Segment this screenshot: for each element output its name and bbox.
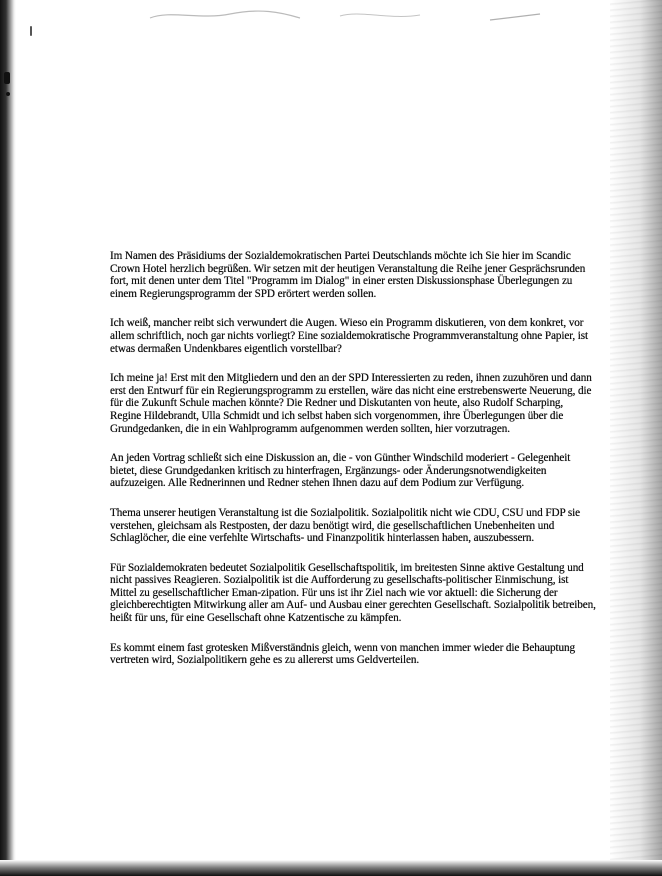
paragraph: Ich weiß, mancher reibt sich verwundert die Augen. Wieso ein Programm diskutieren, von dem konkret, vor allem schriftlich, noch gar nichts vorliegt? Eine sozialdemokratische Programmveranstaltung ohne Papier, ist etwas dermaßen Undenkbares eigentlich vorstellbar? (110, 317, 589, 355)
paragraph: Es kommt einem fast grotesken Mißverständnis gleich, wenn von manchen immer wieder die Behauptung vertreten wird, Sozialpolitikern gehe es zu allererst ums Geldverteilen. (110, 641, 576, 667)
speech-text (110, 250, 596, 684)
paragraph: An jeden Vortrag schließt sich eine Diskussion an, die - von Günther Windschild moderiert - Gelegenheit bietet, diese Grundgedanken kritisch zu hinterfragen, Ergänzungs- oder Änderungsnotwendigkeiten aufzuzeigen. Alle Rednerinnen und Redner stehen Ihnen dazu auf dem Podium zur Verfügung. (110, 452, 571, 490)
margin-mark (4, 72, 10, 84)
margin-mark (6, 92, 10, 96)
faded-handwriting-mark (90, 6, 570, 26)
paragraph: Ich meine ja! Erst mit den Mitgliedern und den an der SPD Interessierten zu reden, ihnen zuzuhören und dann erst den Entwurf für ein Regierungsprogramm zu erstellen, wäre das nicht eine erstrebenswerte Neuerung, die für die Zukunft Schule machen könnte? Die Redner und Diskutanten von heute, also Rudolf Scharping, Regine Hildebrandt, Ulla Schmidt und ich selbst haben sich vorgenommen, ihre Überlegungen über die Grundgedanken, die in ein Wahlprogramm aufgenommen werden sollten, hier vorzutragen. (110, 372, 592, 435)
scan-bottom-edge (0, 860, 662, 876)
scan-right-edge (610, 0, 662, 876)
margin-mark (30, 26, 32, 36)
scan-left-edge (0, 0, 16, 876)
paragraph: Für Sozialdemokraten bedeutet Sozialpolitik Gesellschaftspolitik, im breitesten Sinne aktive Gestaltung und nicht passives Reagieren. Sozialpolitik ist die Aufforderung zu gesellschafts-politischer Einmischung, ist Mittel zu gesellschaftlicher Eman-zipation. Für uns ist ihr Ziel nach wie vor aktuell: die Sicherung der gleichberechtigten Mitwirkung aller am Auf- und Ausbau einer gerechten Gesellschaft. Sozialpolitik betreiben, heißt für uns, für eine Gesellschaft ohne Katzentische zu kämpfen. (110, 561, 596, 625)
paragraph: Thema unserer heutigen Veranstaltung ist die Sozialpolitik. Sozialpolitik nicht wie CDU, CSU und FDP sie verstehen, gleichsam als Restposten, der dazu benötigt wird, die gesellschaftlichen Unebenheiten und Schlaglöcher, die eine verfehlte Wirtschafts- und Finanzpolitik hinterlassen haben, auszubessern. (110, 506, 580, 545)
paragraph: Im Namen des Präsidiums der Sozialdemokratischen Partei Deutschlands möchte ich Sie hier im Scandic Crown Hotel herzlich begrüßen. Wir setzen mit der heutigen Veranstaltung die Reihe jener Gesprächsrunden fort, mit denen unter dem Titel "Programm im Dialog" in einer ersten Diskussionsphase Überlegungen zu einem Regierungsprogramm der SPD erörtert werden sollen. (110, 250, 586, 300)
